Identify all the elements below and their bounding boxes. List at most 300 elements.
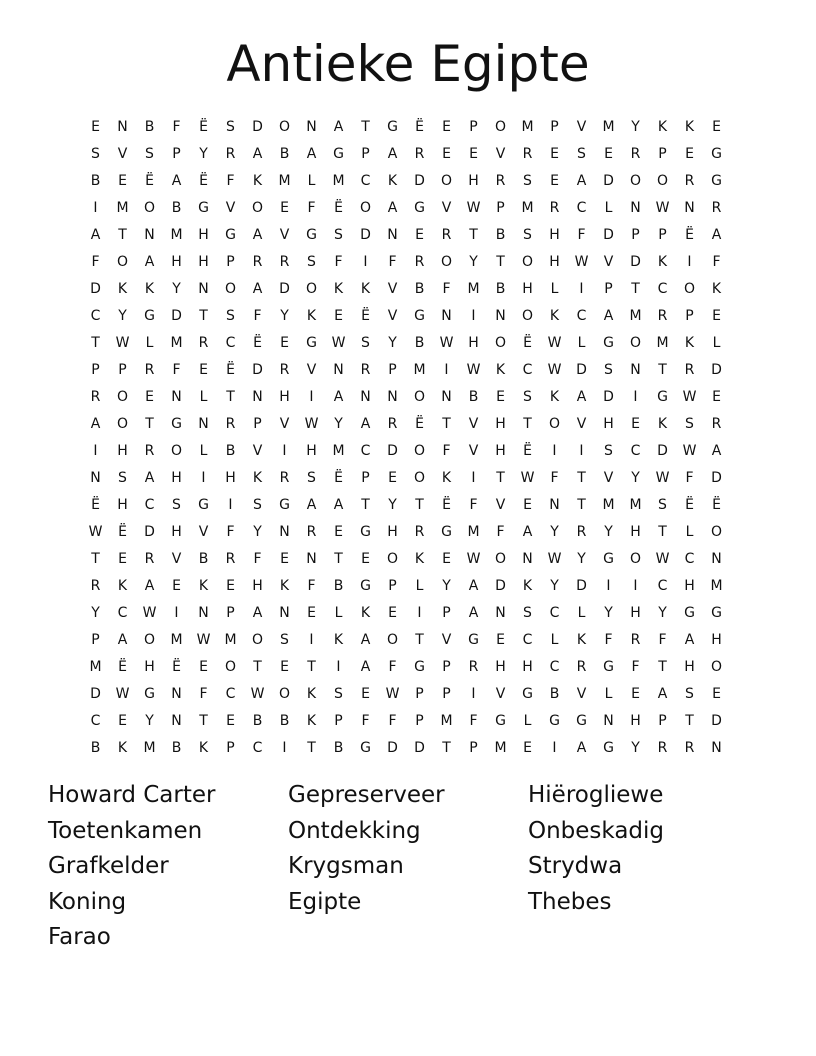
grid-letter: F (226, 524, 235, 540)
grid-letter: N (360, 389, 371, 405)
grid-letter: G (576, 713, 587, 729)
grid-letter: T (577, 470, 586, 486)
grid-letter: E (118, 173, 127, 189)
grid-letter: I (552, 740, 557, 756)
grid-letter: T (91, 551, 100, 567)
grid-letter: H (549, 227, 560, 243)
grid-letter: O (521, 254, 534, 270)
grid-letter: C (225, 686, 236, 702)
grid-letter: T (361, 119, 370, 135)
grid-letter: G (522, 686, 533, 702)
grid-letter: R (468, 659, 479, 675)
grid-letter: C (657, 578, 668, 594)
grid-letter: Ë (145, 173, 154, 189)
grid-letter: G (360, 740, 371, 756)
grid-letter: E (712, 119, 721, 135)
grid-letter: H (549, 254, 560, 270)
grid-letter: P (361, 470, 370, 486)
grid-letter: S (685, 686, 694, 702)
grid-letter: A (90, 227, 101, 243)
grid-letter: N (306, 119, 317, 135)
grid-letter: A (117, 632, 128, 648)
grid-letter: L (604, 686, 613, 702)
grid-letter: O (116, 389, 129, 405)
grid-letter: H (387, 524, 398, 540)
grid-letter: I (363, 254, 368, 270)
grid-letter: T (334, 551, 343, 567)
word-list-item: Gepreserveer (288, 782, 445, 808)
grid-letter: K (657, 119, 668, 135)
grid-letter: R (657, 308, 668, 324)
grid-letter: V (387, 281, 398, 297)
grid-letter: H (468, 173, 479, 189)
grid-letter: D (576, 362, 587, 378)
grid-letter: S (91, 146, 100, 162)
grid-letter: O (656, 173, 669, 189)
grid-letter: E (496, 632, 505, 648)
grid-letter: T (685, 713, 694, 729)
grid-letter: M (467, 281, 480, 297)
grid-letter: A (252, 281, 263, 297)
grid-letter: O (386, 551, 399, 567)
grid-letter: W (196, 632, 211, 648)
grid-letter: F (604, 632, 613, 648)
grid-letter: E (469, 146, 478, 162)
grid-letter: K (576, 632, 587, 648)
grid-letter: S (172, 497, 181, 513)
grid-letter: F (226, 173, 235, 189)
grid-letter: E (523, 740, 532, 756)
grid-letter: D (711, 362, 722, 378)
grid-letter: D (90, 281, 101, 297)
grid-letter: K (198, 740, 209, 756)
grid-letter: T (91, 335, 100, 351)
grid-letter: D (711, 713, 722, 729)
grid-letter: E (307, 605, 316, 621)
grid-letter: R (414, 254, 425, 270)
grid-letter: K (549, 389, 560, 405)
grid-letter: V (576, 416, 587, 432)
grid-letter: G (711, 173, 722, 189)
grid-letter: O (629, 173, 642, 189)
grid-letter: A (90, 416, 101, 432)
grid-letter: V (468, 416, 479, 432)
grid-letter: D (252, 362, 263, 378)
grid-letter: H (522, 659, 533, 675)
grid-letter: V (576, 686, 587, 702)
grid-letter: W (574, 254, 589, 270)
grid-letter: K (360, 281, 371, 297)
grid-letter: B (279, 713, 290, 729)
grid-letter: G (711, 605, 722, 621)
grid-letter: V (603, 470, 614, 486)
word-list (48, 778, 768, 956)
grid-letter: A (171, 173, 182, 189)
grid-letter: B (171, 200, 182, 216)
grid-letter: E (361, 686, 370, 702)
grid-letter: O (224, 281, 237, 297)
grid-letter: O (494, 119, 507, 135)
grid-letter: W (88, 524, 103, 540)
grid-letter: R (144, 362, 155, 378)
word-list-item: Toetenkamen (48, 817, 203, 844)
grid-letter: K (306, 686, 317, 702)
grid-letter: I (633, 389, 638, 405)
grid-letter: Ë (361, 308, 370, 324)
grid-letter: Y (631, 740, 640, 756)
grid-letter: B (495, 227, 506, 243)
grid-letter: A (576, 389, 587, 405)
grid-letter: C (117, 605, 128, 621)
grid-letter: A (711, 227, 722, 243)
grid-letter: E (226, 578, 235, 594)
grid-letter: F (631, 659, 640, 675)
grid-letter: B (90, 740, 101, 756)
grid-letter: C (522, 362, 533, 378)
grid-letter: A (333, 389, 344, 405)
grid-letter: Y (550, 578, 559, 594)
grid-letter: R (252, 254, 263, 270)
grid-letter: B (549, 686, 560, 702)
grid-letter: M (602, 119, 615, 135)
grid-letter: Y (388, 335, 397, 351)
grid-letter: D (252, 119, 263, 135)
grid-letter: K (387, 173, 398, 189)
grid-letter: Ë (685, 227, 694, 243)
grid-letter: E (712, 308, 721, 324)
grid-letter: S (523, 173, 532, 189)
grid-letter: Ë (415, 416, 424, 432)
grid-letter: G (333, 146, 344, 162)
grid-letter: E (388, 470, 397, 486)
grid-letter: R (360, 362, 371, 378)
grid-letter: V (252, 443, 263, 459)
grid-letter: O (710, 659, 723, 675)
grid-letter: E (280, 335, 289, 351)
grid-letter: E (280, 200, 289, 216)
grid-letter: F (577, 227, 586, 243)
grid-letter: R (711, 416, 722, 432)
grid-letter: K (279, 578, 290, 594)
grid-letter: H (495, 659, 506, 675)
grid-letter: O (494, 335, 507, 351)
grid-letter: E (199, 362, 208, 378)
grid-letter: C (90, 713, 101, 729)
grid-letter: V (198, 524, 209, 540)
grid-letter: S (604, 362, 613, 378)
grid-letter: A (684, 632, 695, 648)
grid-letter: K (333, 281, 344, 297)
grid-letter: I (579, 443, 584, 459)
grid-letter: S (685, 416, 694, 432)
grid-letter: E (685, 146, 694, 162)
grid-letter: F (442, 281, 451, 297)
grid-letter: E (631, 686, 640, 702)
grid-letter: B (333, 740, 344, 756)
grid-letter: S (334, 686, 343, 702)
grid-letter: H (306, 443, 317, 459)
grid-letter: B (495, 281, 506, 297)
grid-letter: O (629, 551, 642, 567)
grid-letter: S (658, 497, 667, 513)
grid-letter: R (279, 254, 290, 270)
grid-letter: A (144, 578, 155, 594)
grid-letter: V (225, 200, 236, 216)
grid-letter: W (115, 686, 130, 702)
grid-letter: R (549, 200, 560, 216)
grid-letter: Ë (199, 173, 208, 189)
grid-letter: A (252, 605, 263, 621)
grid-letter: L (550, 632, 559, 648)
grid-letter: G (360, 524, 371, 540)
grid-letter: E (442, 119, 451, 135)
grid-letter: T (658, 659, 667, 675)
grid-letter: N (387, 389, 398, 405)
grid-letter: W (547, 362, 562, 378)
grid-letter: S (226, 308, 235, 324)
grid-letter: L (334, 605, 343, 621)
grid-letter: M (332, 443, 345, 459)
grid-letter: I (444, 362, 449, 378)
grid-letter: O (143, 200, 156, 216)
grid-letter: F (361, 713, 370, 729)
grid-letter: K (441, 470, 452, 486)
grid-letter: P (388, 362, 397, 378)
grid-letter: P (91, 632, 100, 648)
grid-letter: K (306, 713, 317, 729)
grid-letter: Ë (334, 200, 343, 216)
grid-letter: N (171, 686, 182, 702)
grid-letter: O (494, 551, 507, 567)
grid-letter: P (226, 254, 235, 270)
grid-letter: V (279, 416, 290, 432)
grid-letter: O (440, 173, 453, 189)
grid-letter: P (415, 713, 424, 729)
grid-letter: I (417, 605, 422, 621)
grid-letter: Y (550, 524, 559, 540)
grid-letter: S (604, 443, 613, 459)
grid-letter: K (333, 632, 344, 648)
grid-letter: L (145, 335, 154, 351)
grid-letter: R (306, 524, 317, 540)
grid-letter: Ë (118, 659, 127, 675)
grid-letter: G (198, 200, 209, 216)
grid-letter: K (198, 578, 209, 594)
grid-letter: G (603, 659, 614, 675)
grid-letter: S (523, 227, 532, 243)
grid-letter: M (629, 308, 642, 324)
grid-letter: V (306, 362, 317, 378)
grid-letter: K (657, 416, 668, 432)
grid-letter: H (495, 416, 506, 432)
grid-letter: B (333, 578, 344, 594)
grid-letter: M (710, 578, 723, 594)
grid-letter: E (712, 389, 721, 405)
grid-letter: N (495, 605, 506, 621)
grid-letter: O (116, 416, 129, 432)
grid-letter: K (252, 470, 263, 486)
word-list-item: Thebes (528, 888, 612, 915)
grid-letter: D (414, 740, 425, 756)
grid-letter: N (711, 740, 722, 756)
grid-letter: A (387, 200, 398, 216)
grid-letter: R (225, 146, 236, 162)
grid-letter: O (359, 200, 372, 216)
word-list-item: Grafkelder (48, 853, 169, 879)
grid-letter: D (144, 524, 155, 540)
grid-letter: G (414, 308, 425, 324)
grid-letter: Y (658, 605, 667, 621)
grid-letter: W (547, 335, 562, 351)
grid-letter: A (657, 686, 668, 702)
grid-letter: W (655, 470, 670, 486)
grid-letter: G (549, 713, 560, 729)
grid-letter: P (172, 146, 181, 162)
grid-letter: C (576, 308, 587, 324)
grid-letter: A (360, 416, 371, 432)
grid-letter: H (225, 470, 236, 486)
grid-letter: B (414, 281, 425, 297)
word-list-item: Koning (48, 888, 127, 915)
grid-letter: A (306, 146, 317, 162)
grid-letter: B (225, 443, 236, 459)
grid-letter: N (144, 227, 155, 243)
grid-letter: E (334, 524, 343, 540)
grid-letter: O (251, 632, 264, 648)
grid-letter: M (440, 713, 453, 729)
grid-letter: R (522, 146, 533, 162)
grid-letter: S (307, 470, 316, 486)
grid-letter: G (225, 227, 236, 243)
grid-letter: T (118, 227, 127, 243)
grid-letter: R (630, 632, 641, 648)
grid-letter: T (631, 281, 640, 297)
grid-letter: S (523, 389, 532, 405)
grid-letter: O (440, 254, 453, 270)
grid-letter: G (603, 740, 614, 756)
word-list-item: Strydwa (528, 853, 623, 879)
grid-letter: P (226, 740, 235, 756)
grid-letter: I (174, 605, 179, 621)
grid-letter: H (468, 335, 479, 351)
grid-letter: E (226, 713, 235, 729)
grid-letter: Ë (523, 335, 532, 351)
grid-letter: T (658, 362, 667, 378)
grid-letter: D (414, 173, 425, 189)
grid-letter: B (468, 389, 479, 405)
grid-letter: I (309, 632, 314, 648)
grid-letter: H (522, 281, 533, 297)
grid-letter: K (117, 740, 128, 756)
grid-letter: O (224, 659, 237, 675)
grid-letter: R (576, 659, 587, 675)
grid-letter: T (469, 227, 478, 243)
grid-letter: M (89, 659, 102, 675)
grid-letter: D (576, 578, 587, 594)
grid-letter: I (687, 254, 692, 270)
grid-letter: S (253, 497, 262, 513)
grid-letter: Ë (172, 659, 181, 675)
grid-letter: H (684, 659, 695, 675)
grid-letter: V (495, 146, 506, 162)
grid-letter: Ë (415, 119, 424, 135)
grid-letter: Y (388, 497, 397, 513)
grid-letter: L (712, 335, 721, 351)
grid-letter: C (225, 335, 236, 351)
grid-letter: I (93, 443, 98, 459)
grid-letter: H (279, 389, 290, 405)
grid-letter: O (683, 281, 696, 297)
grid-letter: M (278, 173, 291, 189)
grid-letter: T (442, 416, 451, 432)
grid-letter: W (682, 389, 697, 405)
grid-letter: V (387, 308, 398, 324)
grid-letter: W (250, 686, 265, 702)
grid-letter: E (172, 578, 181, 594)
grid-letter: W (655, 200, 670, 216)
grid-letter: R (225, 416, 236, 432)
grid-letter: Y (253, 524, 262, 540)
grid-letter: O (548, 416, 561, 432)
grid-letter: R (495, 173, 506, 189)
grid-letter: N (198, 281, 209, 297)
grid-letter: E (631, 416, 640, 432)
grid-letter: F (253, 308, 262, 324)
grid-letter: R (198, 335, 209, 351)
grid-letter: D (360, 227, 371, 243)
grid-letter: I (552, 443, 557, 459)
grid-letter: P (118, 362, 127, 378)
grid-letter: Y (199, 146, 208, 162)
grid-letter: O (413, 443, 426, 459)
grid-letter: E (118, 551, 127, 567)
grid-letter: F (658, 632, 667, 648)
grid-letter: D (603, 173, 614, 189)
grid-letter: K (414, 551, 425, 567)
grid-letter: F (253, 551, 262, 567)
grid-letter: L (577, 605, 586, 621)
grid-letter: E (280, 551, 289, 567)
grid-letter: R (90, 578, 101, 594)
grid-letter: I (471, 308, 476, 324)
grid-letter: K (657, 254, 668, 270)
grid-letter: F (712, 254, 721, 270)
grid-letter: R (630, 146, 641, 162)
grid-letter: P (334, 713, 343, 729)
grid-letter: D (90, 686, 101, 702)
grid-letter: H (495, 443, 506, 459)
grid-letter: O (143, 632, 156, 648)
grid-letter: W (520, 470, 535, 486)
grid-letter: I (201, 470, 206, 486)
grid-letter: M (170, 335, 183, 351)
grid-letter: E (334, 308, 343, 324)
grid-letter: P (685, 308, 694, 324)
grid-letter: K (711, 281, 722, 297)
grid-letter: Ë (334, 470, 343, 486)
grid-letter: T (253, 659, 262, 675)
grid-letter: R (711, 200, 722, 216)
grid-letter: H (630, 524, 641, 540)
grid-letter: M (467, 524, 480, 540)
grid-letter: Y (118, 308, 127, 324)
grid-letter: K (117, 281, 128, 297)
grid-letter: P (253, 416, 262, 432)
grid-letter: T (307, 659, 316, 675)
grid-letter: E (280, 659, 289, 675)
grid-letter: L (415, 578, 424, 594)
grid-letter: O (170, 443, 183, 459)
